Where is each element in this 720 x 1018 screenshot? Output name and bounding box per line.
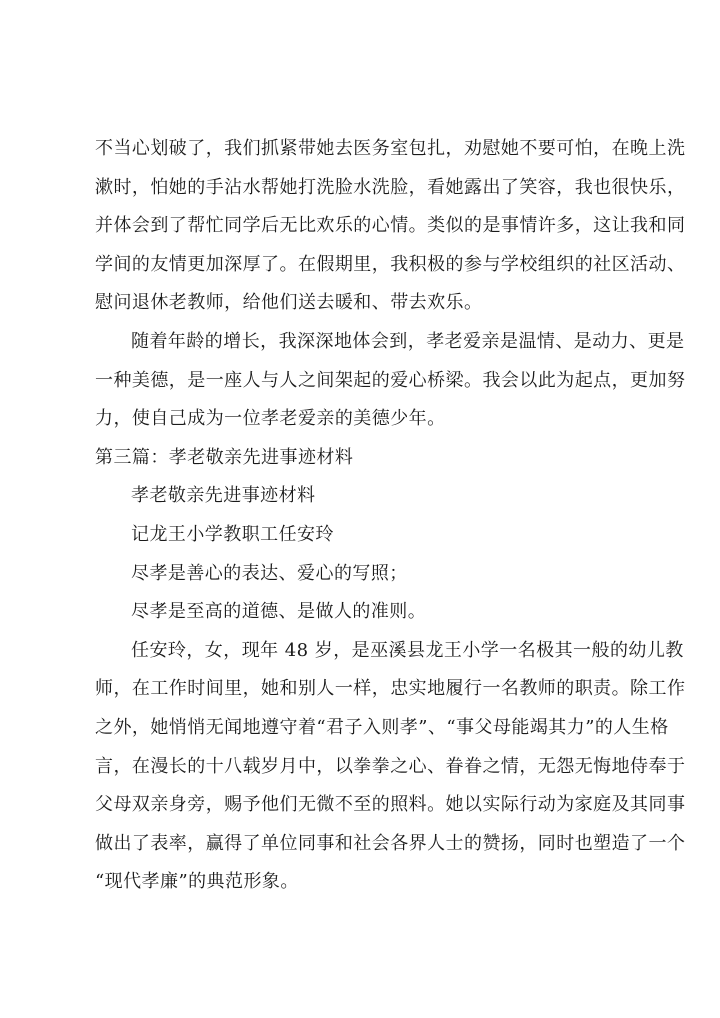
paragraph-line: 做出了表率，赢得了单位同事和社会各界人士的赞扬，同时也塑造了一个 [95,832,686,854]
section-heading: 第三篇：孝老敬亲先进事迹材料 [95,446,354,468]
paragraph-line: 父母双亲身旁，赐予他们无微不至的照料。她以实际行动为家庭及其同事 [95,794,686,816]
paragraph-line: 任安玲，女，现年 48 岁，是巫溪县龙王小学一名极其一般的幼儿教 [131,639,684,661]
document-subtitle: 记龙王小学教职工任安玲 [131,523,334,545]
paragraph-line: “现代孝廉”的典范形象。 [95,871,299,893]
motto-line: 尽孝是至高的道德、是做人的准则。 [131,601,427,623]
paragraph-line: 言，在漫长的十八载岁月中，以拳拳之心、眷眷之情，无怨无悔地侍奉于 [95,755,686,777]
paragraph-line: 并体会到了帮忙同学后无比欢乐的心情。类似的是事情许多，这让我和同 [95,215,686,237]
body-text [95,130,686,902]
paragraph-line: 一种美德，是一座人与人之间架起的爱心桥梁。我会以此为起点，更加努 [95,369,686,391]
paragraph-line: 师，在工作时间里，她和别人一样，忠实地履行一名教师的职责。除工作 [95,678,686,700]
paragraph-line: 之外，她悄悄无闻地遵守着“君子入则孝”、“事父母能竭其力”的人生格 [95,716,669,738]
paragraph-line: 学间的友情更加深厚了。在假期里，我积极的参与学校组织的社区活动、 [95,253,686,275]
paragraph-line: 随着年龄的增长，我深深地体会到，孝老爱亲是温情、是动力、更是 [131,330,685,352]
paragraph-line: 不当心划破了，我们抓紧带她去医务室包扎，劝慰她不要可怕，在晚上洗 [95,138,686,159]
document-title: 孝老敬亲先进事迹材料 [131,485,316,507]
paragraph-line: 力，使自己成为一位孝老爱亲的美德少年。 [95,408,446,430]
paragraph-line: 漱时，怕她的手沾水帮她打洗脸水洗脸，看她露出了笑容，我也很快乐， [95,176,686,198]
paragraph-line: 慰问退休老教师，给他们送去暖和、带去欢乐。 [95,292,483,314]
motto-line: 尽孝是善心的表达、爱心的写照； [131,562,408,584]
